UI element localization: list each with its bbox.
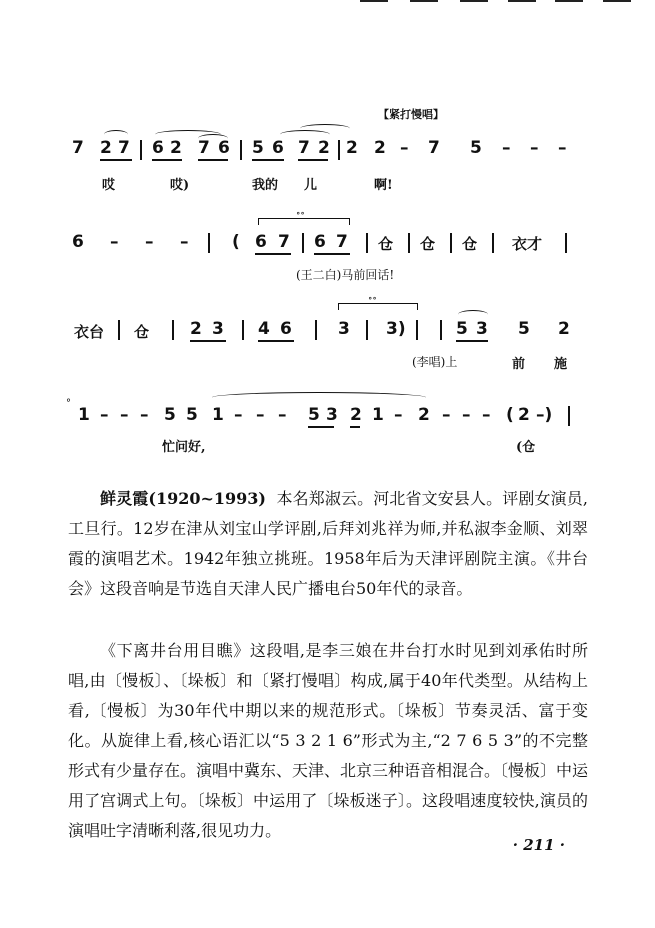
note: 2: [350, 405, 362, 425]
note: 7: [336, 232, 348, 252]
note: 7: [118, 138, 130, 158]
note: 3: [212, 319, 224, 339]
barline: [565, 233, 567, 253]
note: 7: [278, 232, 290, 252]
note: 6: [218, 138, 230, 158]
note: 2: [170, 138, 182, 158]
lyric: (仓: [516, 440, 536, 455]
note: 3): [386, 319, 406, 339]
barline: [208, 233, 210, 253]
note: 2: [318, 138, 330, 158]
note: 2: [374, 138, 386, 158]
note: 5: [518, 319, 530, 339]
note: –: [100, 405, 109, 425]
note: 6: [272, 138, 284, 158]
page-number: · 211 ·: [512, 836, 565, 854]
note: 7: [198, 138, 210, 158]
note: 2: [190, 319, 202, 339]
note: –: [234, 405, 243, 425]
lyric: 哎: [102, 178, 116, 193]
note: –: [140, 405, 149, 425]
lyric: 哎): [170, 178, 190, 193]
note: 1: [372, 405, 384, 425]
lyric: 我的: [252, 178, 279, 193]
beam: [100, 159, 132, 161]
note: (: [506, 405, 514, 425]
barline: [416, 320, 418, 340]
barline: [440, 320, 442, 340]
lyric: 施: [554, 357, 568, 372]
note: 5: [186, 405, 198, 425]
beam: [350, 426, 360, 428]
note: 2: [346, 138, 358, 158]
repeat-mark: ∘∘: [368, 294, 377, 304]
note: –: [256, 405, 265, 425]
slur: [280, 130, 330, 139]
note: 2: [418, 405, 430, 425]
bio-years: (1920~1993): [148, 489, 266, 508]
note: –: [400, 138, 409, 158]
analysis-text: 《下离井台用目瞧》这段唱,是李三娘在井台打水时见到刘承佑时所唱,由〔慢板〕、〔垛板〕和〔紧打慢唱〕构成,属于40年代类型。从结构上看,〔慢板〕为30年代中期以来的规范形式。〔垛板〕节奏灵活、富于变化。从旋律上看,核心语汇以“5 3 2 1 6”形式为主,“2 7 6 5 3”的不完整形式有少量存在。演唱中冀东、天津、北京三种语音相混合。〔慢板〕中运用了宫调式上句。〔垛板〕中运用了〔垛板迷子〕。这段唱速度较快,演员的演唱吐字清晰利落,很见功力。: [68, 641, 589, 840]
note: 3: [476, 319, 488, 339]
slur: [212, 392, 426, 403]
grace-mark: °: [66, 398, 71, 409]
lyric: (王二白)马前回话!: [296, 268, 395, 282]
note: 5: [456, 319, 468, 339]
gong-syllable: 仓: [378, 235, 394, 253]
beam: [198, 159, 228, 161]
beam: [298, 159, 328, 161]
barline: [366, 320, 368, 340]
note: –: [482, 405, 491, 425]
barline: [302, 233, 304, 253]
barline: [366, 233, 368, 253]
note: 5: [164, 405, 176, 425]
note: –): [536, 405, 553, 425]
note: 4: [258, 319, 270, 339]
note: 6: [314, 232, 326, 252]
barline: [338, 140, 340, 160]
note: –: [442, 405, 451, 425]
lyric: 前: [512, 357, 526, 372]
barline: [568, 406, 570, 426]
note: 5: [308, 405, 320, 425]
repeat-bracket: [258, 218, 350, 225]
note: 6: [280, 319, 292, 339]
note: 2: [518, 405, 530, 425]
analysis-paragraph: [68, 636, 588, 846]
beam: [252, 159, 284, 161]
note: –: [278, 405, 287, 425]
barline: [140, 140, 142, 160]
note: 3: [326, 405, 338, 425]
note: 2: [100, 138, 112, 158]
beam: [308, 426, 334, 428]
note: 2: [558, 319, 570, 339]
barline: [450, 233, 452, 253]
bio-text: 本名郑淑云。河北省文安县人。评剧女演员,工旦行。12岁在津从刘宝山学评剧,后拜刘兆祥为师,并私淑李金顺、刘翠霞的演唱艺术。1942年独立挑班。1958年后为天津评剧院主演。《井台会》这段音响是节选自天津人民广播电台50年代的录音。: [68, 489, 588, 598]
beam: [152, 159, 182, 161]
gong-syllable: 仓: [462, 235, 478, 253]
note: –: [558, 138, 567, 158]
barline: [492, 233, 494, 253]
barline: [242, 320, 244, 340]
note: 5: [252, 138, 264, 158]
note: 5: [470, 138, 482, 158]
lyric: 忙问好,: [162, 440, 206, 455]
bio-paragraph: [68, 484, 588, 604]
bio-name: 鲜灵霞: [100, 489, 149, 508]
beam: [255, 253, 291, 255]
note: 3: [338, 319, 350, 339]
slur: [198, 134, 228, 143]
barline: [315, 320, 317, 340]
note: (: [232, 232, 240, 252]
gong-syllable: 衣台: [74, 323, 105, 341]
repeat-mark: ∘∘: [296, 209, 305, 219]
note: 7: [298, 138, 310, 158]
note: –: [180, 232, 189, 252]
note: –: [120, 405, 129, 425]
note: 7: [72, 138, 84, 158]
gong-syllable: 仓: [134, 323, 150, 341]
gong-syllable: 仓: [420, 235, 436, 253]
beam: [258, 340, 294, 342]
beam: [190, 340, 226, 342]
note: 6: [152, 138, 164, 158]
note: –: [502, 138, 511, 158]
beam: [456, 340, 488, 342]
note: 6: [72, 232, 84, 252]
barline: [118, 320, 120, 340]
note: 1: [78, 405, 90, 425]
barline: [240, 140, 242, 160]
note: –: [394, 405, 403, 425]
note: –: [530, 138, 539, 158]
lyric: 啊!: [374, 178, 393, 193]
note: 7: [428, 138, 440, 158]
repeat-bracket: [338, 303, 418, 310]
note: –: [110, 232, 119, 252]
slur: [458, 310, 488, 319]
lyric: (李唱)上: [412, 355, 458, 369]
slur: [104, 130, 128, 139]
barline: [408, 233, 410, 253]
lyric: 儿: [304, 178, 318, 193]
note: 1: [212, 405, 224, 425]
barline: [172, 320, 174, 340]
section-label: 【紧打慢唱】: [378, 108, 444, 121]
gong-syllable: 衣才: [512, 235, 543, 253]
note: 6: [255, 232, 267, 252]
note: –: [462, 405, 471, 425]
beam: [314, 253, 350, 255]
note: –: [145, 232, 154, 252]
